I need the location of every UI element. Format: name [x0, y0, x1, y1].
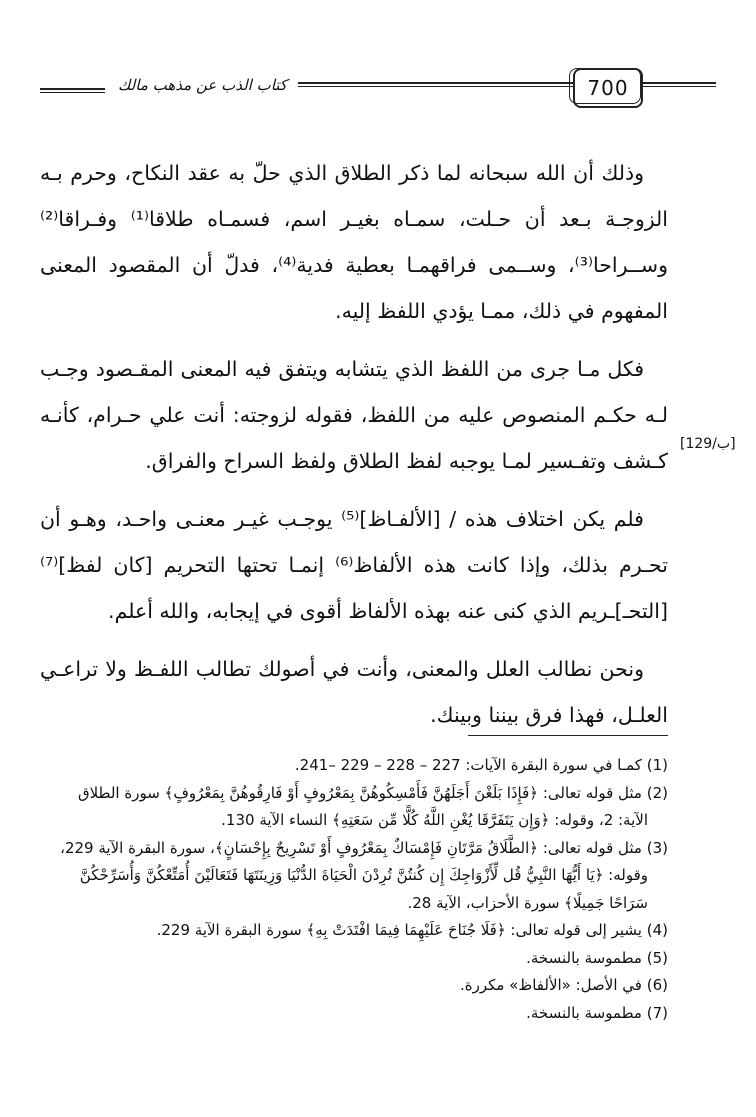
footnote-5: (5) مطموسة بالنسخة. — [526, 948, 668, 967]
footnote-2: (2) مثل قوله تعالى: ﴿فَإِذَا بَلَغْنَ أَجَلَهُنَّ فَأَمْسِكُوهُنَّ بِمَعْرُوفٍ أَوْ فَارِقُوهُنَّ بِمَعْرُوفٍ﴾ سورة الطلاق — [77, 783, 668, 802]
header-rule-right — [640, 82, 716, 87]
footnotes — [40, 752, 668, 1027]
paragraph: ونحن نطالب العلل والمعنى، وأنت في أصولك تطالب اللفـظ ولا تراعـي العلـل، فهذا فرق بيننا وبينك. — [40, 657, 668, 727]
header-rule-middle — [298, 82, 588, 87]
footnote-2-continuation: الآية: 2، وقوله: ﴿وَإِن يَتَفَرَّقَا يُغْنِ اللَّهُ كُلًّا مِّن سَعَتِهِ﴾ النساء الآية 130. — [221, 811, 648, 829]
footnote-6: (6) في الأصل: «الألفاظ» مكررة. — [459, 976, 668, 994]
footnote-4: (4) يشير إلى قوله تعالى: ﴿فَلَا جُنَاحَ عَلَيْهِمَا فِيمَا افْتَدَتْ بِهِ﴾ سورة البقرة الآية 229. — [156, 921, 668, 939]
manuscript-folio-note: [129/ب] — [680, 436, 736, 452]
footnote-3-continuation: وقوله: ﴿يَا أَيُّهَا النَّبِيُّ قُل لِّأَزْوَاجِكَ إِن كُنتُنَّ تُرِدْنَ الْحَيَاةَ الدُّنْيَا وَزِينَتَهَا فَتَعَالَيْنَ أُمَتِّعْكُنَّ وَأُسَرِّحْكُنَّ سَرَاحًا جَمِيلًا﴾ سورة الأحزاب، الآية 28. — [79, 866, 648, 912]
paragraph: فكل مـا جرى من اللفظ الذي يتشابه ويتفق فيه المعنى المقـصود وجـب لـه حكـم المنصوص عليه من اللفظ، فقوله لزوجته: أنت علي حـرام، كأنـه كـشف وتفـسير لمـا يوجبه لفظ الطلاق ولفظ السراح والفراق. — [40, 357, 668, 473]
header-rule-left — [40, 88, 105, 93]
page-number: 700 — [573, 68, 643, 108]
paragraph: فلم يكن اختلاف هذه / [الألفـاظ]⁽⁵⁾ يوجـب غيـر معنـى واحـد، وهـو أن تحـرم بذلك، وإذا كانت هذه الألفاظ⁽⁶⁾ إنمـا تحتها التحريم [كان لفظ]⁽⁷⁾ [التحـ]ـريم الذي كنى عنه بهذه الألفاظ أقوى في إيجابه، والله أعلم. — [40, 507, 668, 623]
main-text — [40, 150, 668, 750]
running-title: كتاب الذب عن مذهب مالك — [118, 76, 287, 94]
footnote-3: (3) مثل قوله تعالى: ﴿الطَّلَاقُ مَرَّتَانِ فَإِمْسَاكٌ بِمَعْرُوفٍ أَوْ تَسْرِيحٌ بِإِحْسَانٍ﴾، سورة البقرة الآية 229، — [60, 838, 668, 857]
footnote-7: (7) مطموسة بالنسخة. — [526, 1003, 668, 1022]
paragraph: وذلك أن الله سبحانه لما ذكر الطلاق الذي حلّ به عقد النكاح، وحرم بـه الزوجـة بـعد أن حـلت، سمـاه بغيـر اسم، فسمـاه طلاقا⁽¹⁾ وفـراقا⁽²⁾ وســراحا⁽³⁾، وســمى فراقهمـا بعطية فدية⁽⁴⁾، فدلّ أن المقصود المعنى المفهوم في ذلك، ممـا يؤدي اللفظ إليه. — [40, 161, 668, 323]
footnote-1: (1) كمـا في سورة البقرة الآيات: 227 – 228 – 229 –241. — [294, 756, 668, 774]
page-header — [40, 68, 716, 108]
footnote-separator — [468, 735, 668, 736]
